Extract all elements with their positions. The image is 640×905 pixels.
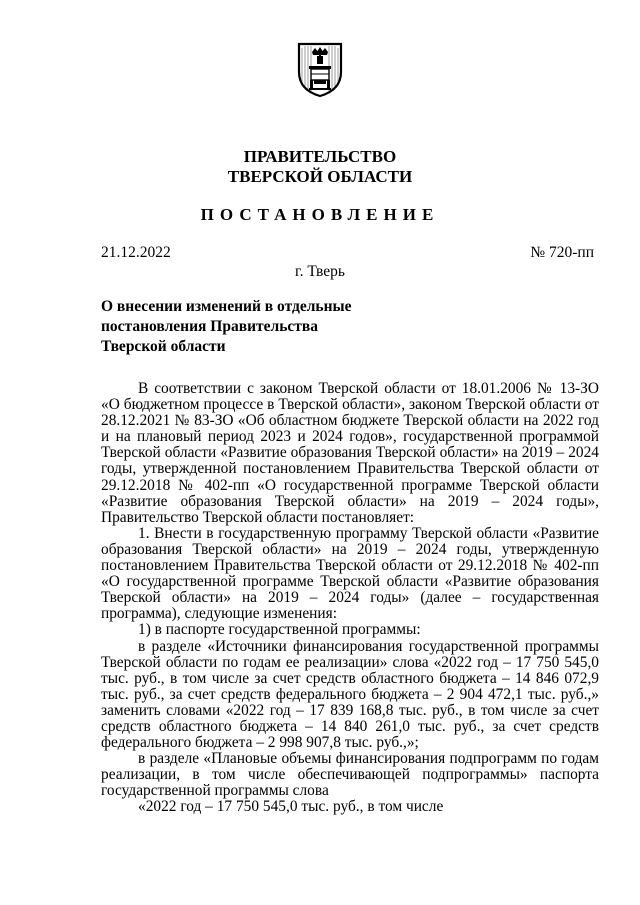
- body-paragraph: в разделе «Источники финансирования государственной программы Тверской области по годам ее реализации» слова «2022 год – 17 750 545,0 тыс. руб., в том числе за счет средств областного бюджета – 14 846 072,9 тыс. руб., за счет средств федерального бюджета – 2 904 472,1 тыс. руб.,» заменить словами «2022 год – 17 839 168,8 тыс. руб., в том числе за счет средств областного бюджета – 14 840 261,0 тыс. руб., за счет средств федерального бюджета – 2 998 907,8 тыс. руб.,»;: [101, 637, 599, 752]
- document-number: № 720-пп: [530, 244, 594, 261]
- body-paragraph: 1. Внести в государственную программу Тверской области «Развитие образования Тверской области» на 2019 – 2024 годы, утвержденную постановлением Правительства Тверской области от 29.12.2018 № 402-пп «О государственной программе Тверской области «Развитие образования Тверской области» на 2019 – 2024 годы» (далее – государственная программа), следующие изменения:: [101, 524, 599, 623]
- document-city: г. Тверь: [295, 263, 345, 280]
- body-paragraph: в разделе «Плановые объемы финансирования подпрограмм по годам реализации, в том числе обеспечивающей подпрограммы» паспорта государственной программы слова: [101, 750, 599, 800]
- body-paragraph: 1) в паспорте государственной программы:: [138, 621, 421, 639]
- org-name-line2: ТВЕРСКОЙ ОБЛАСТИ: [227, 167, 413, 186]
- coat-of-arms-icon: [297, 42, 343, 98]
- document-subject: [101, 297, 352, 357]
- document-body: [101, 381, 599, 816]
- subject-line: О внесении изменений в отдельные: [101, 298, 352, 315]
- body-paragraph: В соответствии с законом Тверской области от 18.01.2006 № 13-ЗО «О бюджетном процессе в Тверской области», законом Тверской области от 28.12.2021 № 83-ЗО «Об областном бюджете Тверской области на 2022 год и на плановый период 2023 и 2024 годов», государственной программой Тверской области «Развитие образования Тверской области» на 2019 – 2024 годы, утвержденной постановлением Правительства Тверской области от 29.12.2018 № 402-пп «О государственной программе Тверской области «Развитие образования Тверской области» на 2019 – 2024 годы», Правительство Тверской области постановляет:: [101, 380, 599, 526]
- subject-line: постановления Правительства: [101, 318, 318, 335]
- org-name-line1: ПРАВИТЕЛЬСТВО: [243, 147, 397, 166]
- document-date: 21.12.2022: [101, 244, 171, 261]
- body-paragraph: «2022 год – 17 750 545,0 тыс. руб., в том числе: [138, 798, 444, 816]
- document-type: ПОСТАНОВЛЕНИЕ: [200, 205, 440, 224]
- subject-line: Тверской области: [101, 338, 226, 355]
